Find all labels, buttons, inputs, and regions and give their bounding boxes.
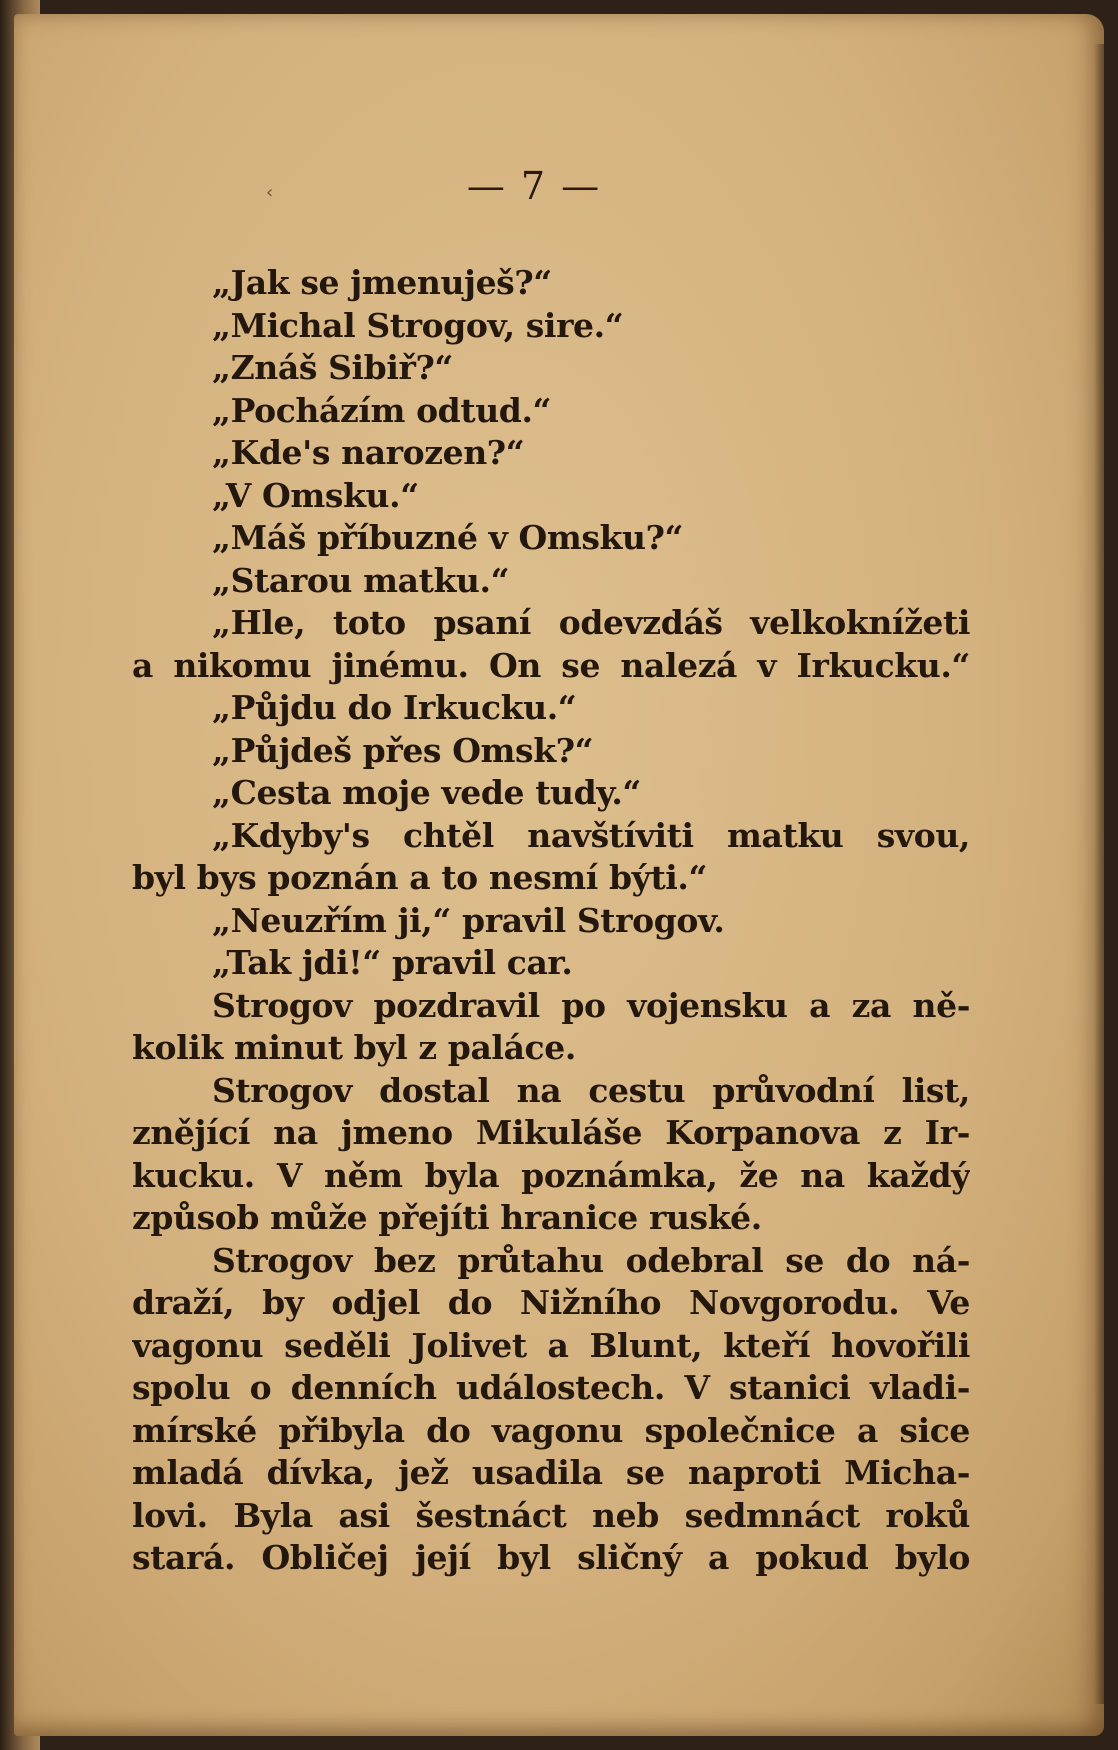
page-edge-shadow bbox=[1094, 44, 1104, 1704]
book-page bbox=[14, 14, 1104, 1736]
text-line: znějící na jmeno Mikuláše Korpanova z Ir- bbox=[132, 1113, 970, 1152]
text-line: „Máš příbuzné v Omsku?“ bbox=[212, 518, 684, 557]
text-line: „V Omsku.“ bbox=[212, 475, 419, 515]
text-line: byl bys poznán a to nesmí býti.“ bbox=[132, 858, 708, 897]
page-number: — 7 — bbox=[466, 164, 602, 208]
text-line: kolik minut byl z paláce. bbox=[132, 1028, 576, 1067]
margin-mark: ‹ bbox=[266, 182, 274, 203]
text-line: mladá dívka, jež usadila se naproti Micha- bbox=[132, 1453, 970, 1492]
body-text bbox=[132, 262, 970, 1580]
text-line: způsob může přejíti hranice ruské. bbox=[132, 1198, 762, 1237]
text-line: stará. Obličej její byl sličný a pokud bylo bbox=[132, 1538, 970, 1577]
text-line: „Neuzřím ji,“ pravil Strogov. bbox=[212, 900, 725, 940]
text-line: a nikomu jinému. On se nalezá v Irkucku.“ bbox=[132, 645, 970, 685]
text-line: vagonu seděli Jolivet a Blunt, kteří hovořili bbox=[132, 1325, 970, 1365]
text-line: mírské přibyla do vagonu společnice a sice bbox=[132, 1410, 970, 1450]
text-line: „Půjdu do Irkucku.“ bbox=[212, 688, 577, 727]
text-line: „Pocházím odtud.“ bbox=[212, 390, 552, 430]
text-line: Strogov bez průtahu odebral se do ná- bbox=[212, 1240, 970, 1280]
text-line: lovi. Byla asi šestnáct neb sedmnáct roků bbox=[132, 1495, 970, 1535]
text-line: kucku. V něm byla poznámka, že na každý bbox=[132, 1155, 970, 1195]
text-line: „Hle, toto psaní odevzdáš velkoknížeti bbox=[212, 603, 970, 642]
text-line: „Cesta moje vede tudy.“ bbox=[212, 773, 641, 812]
text-line: „Kdyby's chtěl navštíviti matku svou, bbox=[212, 815, 970, 855]
text-line: Strogov dostal na cestu průvodní list, bbox=[212, 1070, 970, 1110]
text-line: „Jak se jmenuješ?“ bbox=[212, 263, 552, 302]
text-line: „Půjdeš přes Omsk?“ bbox=[212, 730, 594, 770]
text-line: draží, by odjel do Nižního Novgorodu. Ve bbox=[132, 1283, 970, 1322]
text-line: „Starou matku.“ bbox=[212, 560, 510, 600]
text-line: „Tak jdi!“ pravil car. bbox=[212, 943, 573, 982]
text-line: „Michal Strogov, sire.“ bbox=[212, 305, 624, 345]
text-line: Strogov pozdravil po vojensku a za ně- bbox=[212, 985, 970, 1025]
text-line: spolu o denních událostech. V stanici vladi- bbox=[132, 1368, 970, 1407]
text-line: „Kde's narozen?“ bbox=[212, 433, 525, 472]
text-line: „Znáš Sibiř?“ bbox=[212, 348, 453, 387]
